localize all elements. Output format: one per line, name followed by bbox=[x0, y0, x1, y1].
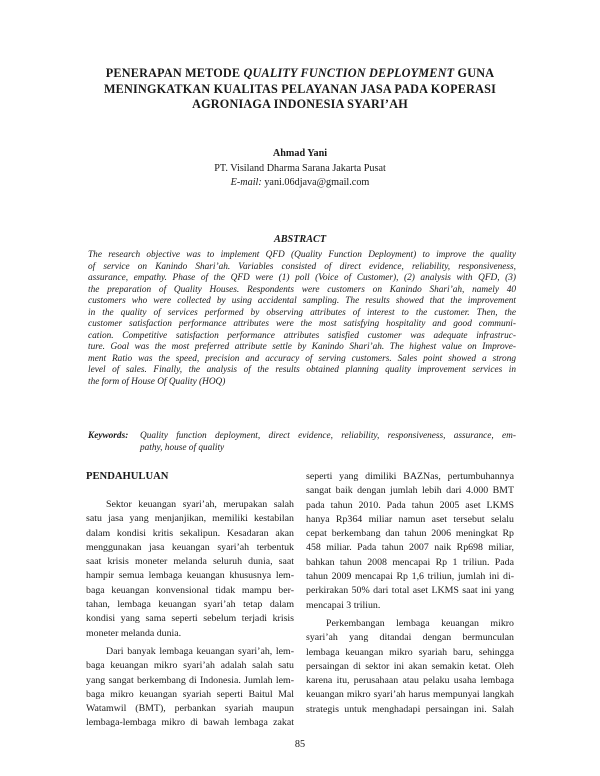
paragraph bbox=[306, 470, 514, 613]
paragraph-line: lembaga keuangan mikro syariah baru, sehingga bbox=[306, 646, 514, 658]
keywords-block bbox=[88, 431, 516, 454]
paragraph-line: mencapai 3 triliun. bbox=[306, 599, 381, 611]
author-affiliation: PT. Visiland Dharma Sarana Jakarta Pusat bbox=[214, 162, 386, 174]
paragraph-line: moneter melanda dunia. bbox=[86, 627, 182, 639]
abstract-line: of service on Kanindo Shari’ah. Variables consisted of direct evidence, reliability, responsiveness, bbox=[88, 261, 516, 272]
paragraph-line: baga keuangan konvensional tidak mampu ber- bbox=[86, 584, 294, 596]
title-line-1: PENERAPAN METODE QUALITY FUNCTION DEPLOYMENT GUNA bbox=[105, 66, 495, 80]
paragraph-line: pada tahun 2010. Pada tahun 2005 aset LKMS bbox=[306, 499, 514, 511]
author-email bbox=[0, 176, 600, 191]
abstract-line: ture. Goal was the most preferred attribute settle by Kanindo Shari’ah. The highest value on Improve- bbox=[88, 342, 516, 352]
paragraph-line: dalam kondisi kritis sekalipun. Kesadaran akan bbox=[86, 527, 294, 539]
paragraph-line: cepat berkembang dan tahun 2006 meningkat Rp bbox=[306, 528, 514, 540]
keywords-text bbox=[140, 431, 516, 454]
left-column bbox=[86, 470, 294, 731]
paragraph-line: menggunakan jasa keuangan syari’ah terbentuk bbox=[86, 541, 294, 553]
paragraph-line: strategis untuk menghadapi persaingan ini. Salah bbox=[306, 703, 514, 715]
abstract-line: assurance, empathy. Phase of the QFD were (1) poll (Voice of Customer), (2) analysis with QFD, (3) bbox=[88, 273, 516, 283]
keywords-label: Keywords: bbox=[88, 431, 129, 441]
paragraph-line: sangat baik dengan jumlah lebih dari 4.000 BMT bbox=[306, 485, 514, 497]
paragraph-line: Watamwil (BMT), perbankan syariah maupun bbox=[86, 703, 294, 715]
paragraph-line: tahun 2009 mencapai Rp 1,6 triliun, jumlah ini di- bbox=[306, 571, 514, 583]
author-name: Ahmad Yani bbox=[272, 148, 328, 159]
paragraph-line: lembaga-lembaga mikro di bawah lembaga zakat bbox=[86, 717, 294, 729]
right-column-body bbox=[306, 470, 514, 717]
page-number: 85 bbox=[294, 739, 306, 750]
keywords-line: Quality function deployment, direct evidence, reliability, responsiveness, assurance, em- bbox=[140, 431, 516, 441]
abstract-heading: ABSTRACT bbox=[273, 234, 327, 245]
author-block bbox=[0, 147, 600, 191]
paragraph-line: seperti yang dimiliki BAZNas, pertumbuhannya bbox=[306, 471, 514, 482]
paragraph-line: bahkan tahun 2008 mencapai Rp 1 triliun. Pada bbox=[306, 556, 514, 568]
abstract-line: level of sales. Finally, the analysis of the results obtained planning quality improvement services in bbox=[88, 365, 516, 375]
paragraph-line: saat krisis moneter melanda seluruh dunia, saat bbox=[86, 556, 294, 568]
email-address[interactable]: yani.06djava@gmail.com bbox=[261, 177, 370, 188]
paragraph-line: baga keuangan mikro syari’ah adalah salah satu bbox=[86, 660, 294, 672]
paragraph-line: hanya Rp364 miliar namun aset tersebut selalu bbox=[306, 513, 514, 525]
right-column bbox=[306, 470, 514, 717]
abstract-line: customers who were collected by using accidental sampling. The results showed that the improvement bbox=[88, 296, 516, 306]
abstract-line: The research objective was to implement QFD (Quality Function Deployment) to improve the quality bbox=[88, 250, 516, 260]
paragraph-line: perkirakan 50% dari total aset LKMS saat ini yang bbox=[306, 585, 514, 597]
abstract-body bbox=[88, 250, 516, 388]
paragraph-line: Sektor keuangan syari’ah, merupakan salah bbox=[106, 499, 294, 510]
paragraph-line: hampir semua lembaga keuangan khususnya lem- bbox=[86, 570, 294, 582]
abstract-line: customer satisfaction performance attributes were the most satisfying hospitality and good communi- bbox=[88, 319, 516, 329]
paragraph bbox=[86, 498, 294, 641]
left-column-body bbox=[86, 498, 294, 731]
paragraph bbox=[86, 645, 294, 731]
paragraph-line: baga mikro keuangan syariah seperti Baitul Mal bbox=[86, 688, 294, 700]
paragraph-line: syari’ah yang ditandai dengan bermunculan bbox=[306, 632, 514, 644]
title-line-3: AGRONIAGA INDONESIA SYARI’AH bbox=[192, 97, 408, 111]
paragraph bbox=[306, 617, 514, 717]
paper-title bbox=[70, 66, 530, 113]
abstract-line: the form of House Of Quality (HOQ) bbox=[88, 376, 226, 387]
abstract-line: ment Ratio was the speed, precision and accuracy of serving customers. Sales point showed a strong bbox=[88, 353, 516, 364]
abstract-line: in the quality of services performed by observing attributes of interest to the customer. Then, the bbox=[88, 307, 516, 318]
paragraph-line: Dari banyak lembaga keuangan syari’ah, lem- bbox=[106, 645, 294, 657]
paragraph-line: karena itu, perusahaan atau pelaku usaha lembaga bbox=[306, 675, 514, 687]
paragraph-line: 458 miliar. Pada tahun 2007 naik Rp698 miliar, bbox=[306, 542, 514, 554]
paragraph-line: keuangan mikro syari’ah harus mempunyai langkah bbox=[306, 689, 514, 701]
title-line-2: MENINGKATKAN KUALITAS PELAYANAN JASA PADA KOPERASI bbox=[103, 81, 497, 96]
paragraph-line: satu jasa yang menjanjikan, memiliki kestabilan bbox=[86, 513, 294, 525]
paragraph-line: Perkembangan lembaga keuangan mikro bbox=[326, 617, 514, 629]
section-heading: PENDAHULUAN bbox=[86, 471, 169, 482]
paragraph-line: kondisi yang sama seperti sebelum terjadi krisis bbox=[86, 613, 294, 625]
email-label: E-mail: bbox=[230, 177, 262, 188]
paragraph-line: tahan, lembaga keuangan syari’ah tetap dalam bbox=[86, 599, 294, 611]
keywords-line: pathy, house of quality bbox=[140, 442, 225, 453]
paragraph-line: persaingan di sektor ini akan semakin ketat. Oleh bbox=[306, 660, 514, 672]
abstract-line: cation. Competitive satisfaction performance attributes satisfied customer was adequate infrastruc- bbox=[88, 330, 516, 341]
paragraph-line: yang sangat berkembang di Indonesia. Jumlah lem- bbox=[86, 674, 294, 686]
abstract-line: the preparation of Quality Houses. Respondents were customers on Kanindo Shari’ah, namely 40 bbox=[88, 284, 516, 295]
